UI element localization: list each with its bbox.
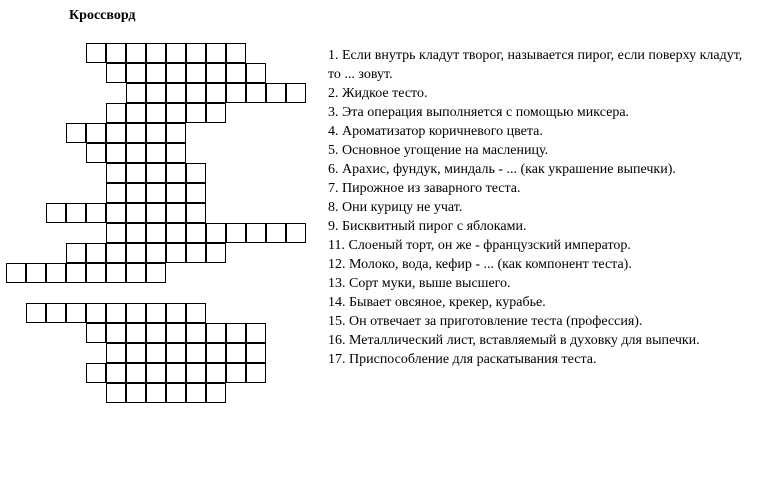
crossword-cell[interactable] xyxy=(286,83,306,103)
crossword-cell[interactable] xyxy=(86,263,106,283)
crossword-cell[interactable] xyxy=(126,203,146,223)
crossword-cell[interactable] xyxy=(86,123,106,143)
crossword-cell[interactable] xyxy=(166,143,186,163)
clue-item: 17. Приспособление для раскатывания теста. xyxy=(328,352,597,367)
crossword-cell[interactable] xyxy=(166,223,186,243)
crossword-cell[interactable] xyxy=(246,363,266,383)
crossword-cell[interactable] xyxy=(166,323,186,343)
crossword-cell[interactable] xyxy=(246,343,266,363)
crossword-cell[interactable] xyxy=(106,163,126,183)
crossword-cell[interactable] xyxy=(146,143,166,163)
crossword-cell[interactable] xyxy=(126,303,146,323)
crossword-cell[interactable] xyxy=(126,123,146,143)
crossword-cell[interactable] xyxy=(86,43,106,63)
crossword-cell[interactable] xyxy=(106,223,126,243)
crossword-cell[interactable] xyxy=(66,263,86,283)
crossword-cell[interactable] xyxy=(46,263,66,283)
crossword-cell[interactable] xyxy=(246,223,266,243)
clue-item: 7. Пирожное из заварного теста. xyxy=(328,181,521,196)
clue-item: 3. Эта операция выполняется с помощью миксера. xyxy=(328,105,630,120)
crossword-cell[interactable] xyxy=(86,203,106,223)
crossword-cell[interactable] xyxy=(266,83,286,103)
crossword-cell[interactable] xyxy=(166,303,186,323)
crossword-cell[interactable] xyxy=(206,323,226,343)
crossword-cell[interactable] xyxy=(106,183,126,203)
crossword-cell[interactable] xyxy=(206,343,226,363)
crossword-cell[interactable] xyxy=(246,323,266,343)
crossword-cell[interactable] xyxy=(126,143,146,163)
crossword-cell[interactable] xyxy=(86,303,106,323)
crossword-cell[interactable] xyxy=(106,383,126,403)
crossword-cell[interactable] xyxy=(206,83,226,103)
crossword-cell[interactable] xyxy=(146,323,166,343)
crossword-cell[interactable] xyxy=(86,363,106,383)
crossword-cell[interactable] xyxy=(146,163,166,183)
crossword-cell[interactable] xyxy=(166,83,186,103)
crossword-cell[interactable] xyxy=(286,223,306,243)
crossword-cell[interactable] xyxy=(186,323,206,343)
page-title: Кроссворд xyxy=(69,8,136,23)
crossword-cell[interactable] xyxy=(206,43,226,63)
crossword-cell[interactable] xyxy=(106,203,126,223)
crossword-cell[interactable] xyxy=(106,103,126,123)
crossword-cell[interactable] xyxy=(166,183,186,203)
crossword-cell[interactable] xyxy=(126,183,146,203)
crossword-cell[interactable] xyxy=(206,103,226,123)
crossword-cell[interactable] xyxy=(146,363,166,383)
crossword-cell[interactable] xyxy=(126,103,146,123)
crossword-cell[interactable] xyxy=(146,63,166,83)
clue-item: 11. Слоеный торт, он же - французский император. xyxy=(328,238,631,253)
crossword-cell[interactable] xyxy=(226,323,246,343)
crossword-cell[interactable] xyxy=(166,163,186,183)
crossword-cell[interactable] xyxy=(106,323,126,343)
crossword-cell[interactable] xyxy=(106,243,126,263)
clue-item: 6. Арахис, фундук, миндаль - ... (как украшение выпечки). xyxy=(328,162,676,177)
crossword-cell[interactable] xyxy=(146,223,166,243)
crossword-cell[interactable] xyxy=(186,223,206,243)
crossword-cell[interactable] xyxy=(226,63,246,83)
crossword-cell[interactable] xyxy=(106,343,126,363)
crossword-cell[interactable] xyxy=(166,363,186,383)
crossword-cell[interactable] xyxy=(186,383,206,403)
crossword-cell[interactable] xyxy=(166,63,186,83)
crossword-cell[interactable] xyxy=(146,383,166,403)
crossword-cell[interactable] xyxy=(206,243,226,263)
crossword-cell[interactable] xyxy=(226,363,246,383)
crossword-cell[interactable] xyxy=(146,123,166,143)
crossword-cell[interactable] xyxy=(206,223,226,243)
crossword-cell[interactable] xyxy=(126,63,146,83)
crossword-cell[interactable] xyxy=(146,303,166,323)
crossword-cell[interactable] xyxy=(106,43,126,63)
crossword-cell[interactable] xyxy=(106,63,126,83)
clue-item: 9. Бисквитный пирог с яблоками. xyxy=(328,219,527,234)
crossword-cell[interactable] xyxy=(126,383,146,403)
crossword-cell[interactable] xyxy=(186,163,206,183)
crossword-cell[interactable] xyxy=(126,163,146,183)
clue-item: 12. Молоко, вода, кефир - ... (как компонент теста). xyxy=(328,257,632,272)
crossword-cell[interactable] xyxy=(106,303,126,323)
crossword-cell[interactable] xyxy=(166,243,186,263)
crossword-cell[interactable] xyxy=(46,203,66,223)
crossword-grid xyxy=(0,0,320,420)
crossword-cell[interactable] xyxy=(146,83,166,103)
crossword-cell[interactable] xyxy=(226,223,246,243)
clue-item: 1. Если внутрь кладут творог, называется пирог, если поверху кладут, то ... зовут. xyxy=(328,48,743,82)
crossword-cell[interactable] xyxy=(26,263,46,283)
crossword-cell[interactable] xyxy=(126,323,146,343)
crossword-cell[interactable] xyxy=(206,63,226,83)
crossword-cell[interactable] xyxy=(66,123,86,143)
crossword-cell[interactable] xyxy=(6,263,26,283)
crossword-cell[interactable] xyxy=(186,303,206,323)
clue-item: 14. Бывает овсяное, крекер, курабье. xyxy=(328,295,546,310)
crossword-cell[interactable] xyxy=(166,103,186,123)
clue-item: 4. Ароматизатор коричневого цвета. xyxy=(328,124,543,139)
crossword-cell[interactable] xyxy=(206,363,226,383)
crossword-cell[interactable] xyxy=(126,83,146,103)
crossword-cell[interactable] xyxy=(146,343,166,363)
crossword-cell[interactable] xyxy=(186,103,206,123)
crossword-cell[interactable] xyxy=(126,43,146,63)
crossword-cell[interactable] xyxy=(166,203,186,223)
crossword-cell[interactable] xyxy=(86,143,106,163)
crossword-cell[interactable] xyxy=(146,203,166,223)
crossword-cell[interactable] xyxy=(266,223,286,243)
crossword-cell[interactable] xyxy=(246,83,266,103)
crossword-cell[interactable] xyxy=(186,183,206,203)
crossword-cell[interactable] xyxy=(66,303,86,323)
crossword-cell[interactable] xyxy=(146,43,166,63)
crossword-cell[interactable] xyxy=(186,343,206,363)
crossword-cell[interactable] xyxy=(146,263,166,283)
crossword-cell[interactable] xyxy=(106,123,126,143)
crossword-cell[interactable] xyxy=(146,103,166,123)
clue-item: 5. Основное угощение на масленицу. xyxy=(328,143,549,158)
crossword-cell[interactable] xyxy=(146,183,166,203)
crossword-cell[interactable] xyxy=(226,343,246,363)
crossword-cell[interactable] xyxy=(166,383,186,403)
crossword-cell[interactable] xyxy=(106,363,126,383)
crossword-cell[interactable] xyxy=(46,303,66,323)
crossword-cell[interactable] xyxy=(106,143,126,163)
crossword-cell[interactable] xyxy=(186,43,206,63)
crossword-cell[interactable] xyxy=(206,383,226,403)
clue-item: 8. Они курицу не учат. xyxy=(328,200,463,215)
crossword-cell[interactable] xyxy=(186,83,206,103)
crossword-cell[interactable] xyxy=(126,263,146,283)
crossword-cell[interactable] xyxy=(186,63,206,83)
crossword-cell[interactable] xyxy=(166,123,186,143)
crossword-cell[interactable] xyxy=(66,203,86,223)
crossword-cell[interactable] xyxy=(86,323,106,343)
crossword-cell[interactable] xyxy=(26,303,46,323)
crossword-cell[interactable] xyxy=(146,243,166,263)
crossword-cell[interactable] xyxy=(186,363,206,383)
crossword-cell[interactable] xyxy=(226,83,246,103)
crossword-cell[interactable] xyxy=(126,343,146,363)
crossword-cell[interactable] xyxy=(186,243,206,263)
crossword-cell[interactable] xyxy=(246,63,266,83)
crossword-cell[interactable] xyxy=(126,223,146,243)
clue-item: 15. Он отвечает за приготовление теста (профессия). xyxy=(328,314,643,329)
crossword-cell[interactable] xyxy=(226,43,246,63)
clue-list xyxy=(328,46,756,369)
clue-item: 13. Сорт муки, выше высшего. xyxy=(328,276,511,291)
clue-item: 2. Жидкое тесто. xyxy=(328,86,428,101)
crossword-cell[interactable] xyxy=(186,203,206,223)
clue-item: 16. Металлический лист, вставляемый в духовку для выпечки. xyxy=(328,333,700,348)
crossword-cell[interactable] xyxy=(166,343,186,363)
crossword-cell[interactable] xyxy=(86,243,106,263)
crossword-cell[interactable] xyxy=(106,263,126,283)
crossword-cell[interactable] xyxy=(66,243,86,263)
crossword-cell[interactable] xyxy=(126,363,146,383)
crossword-cell[interactable] xyxy=(166,43,186,63)
crossword-cell[interactable] xyxy=(126,243,146,263)
